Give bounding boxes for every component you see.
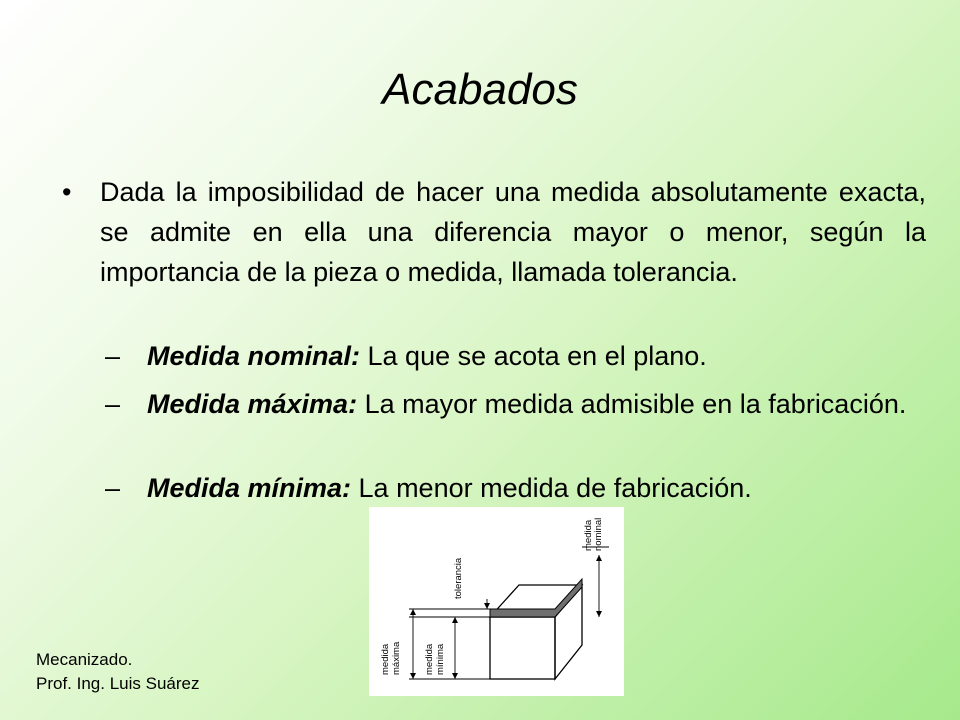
arrow <box>596 555 602 561</box>
arrow <box>484 603 490 609</box>
arrow <box>596 611 602 617</box>
subitem-text: La mayor medida admisible en la fabricación. <box>357 389 907 419</box>
label-minima-2: mínima <box>435 643 446 675</box>
arrow <box>410 673 416 679</box>
label-tolerancia: tolerancia <box>453 557 464 599</box>
footer-course: Mecanizado. <box>36 650 133 669</box>
subitem-dash: – <box>105 473 121 503</box>
subitem-term: Medida máxima: <box>147 389 358 419</box>
label-maxima-1: medida <box>380 643 391 675</box>
subitem-dash: – <box>105 341 121 371</box>
subitem-dash: – <box>105 389 121 419</box>
subitem-text: La que se acota en el plano. <box>360 341 707 371</box>
footer-author: Prof. Ing. Luis Suárez <box>36 674 200 693</box>
label-minima-1: medida <box>424 643 435 675</box>
arrow <box>452 673 458 679</box>
block-front-face <box>490 617 555 679</box>
subitem-term: Medida mínima: <box>147 473 352 503</box>
subitem-maxima <box>105 384 926 424</box>
main-bullet <box>62 172 926 292</box>
main-bullet-text: Dada la imposibilidad de hacer una medida absolutamente exacta, se admite en ella una diferencia mayor o menor, según la importancia de la pieza o medida, llamada tolerancia. <box>100 177 926 287</box>
tolerance-diagram <box>369 507 624 696</box>
subitem-nominal <box>105 336 926 376</box>
label-nominal-2: nominal <box>593 517 604 551</box>
subitem-minima <box>105 468 926 508</box>
bullet-symbol: • <box>62 177 72 207</box>
slide-title: Acabados <box>382 65 578 114</box>
subitem-text: La menor medida de fabricación. <box>351 473 752 503</box>
label-nominal-1: medida <box>583 519 594 551</box>
tolerance-diagram-svg <box>369 507 624 696</box>
subitem-term: Medida nominal: <box>147 341 361 371</box>
arrow <box>410 609 416 615</box>
arrow <box>452 617 458 623</box>
label-maxima-2: máxima <box>391 641 402 675</box>
footer <box>36 648 199 696</box>
